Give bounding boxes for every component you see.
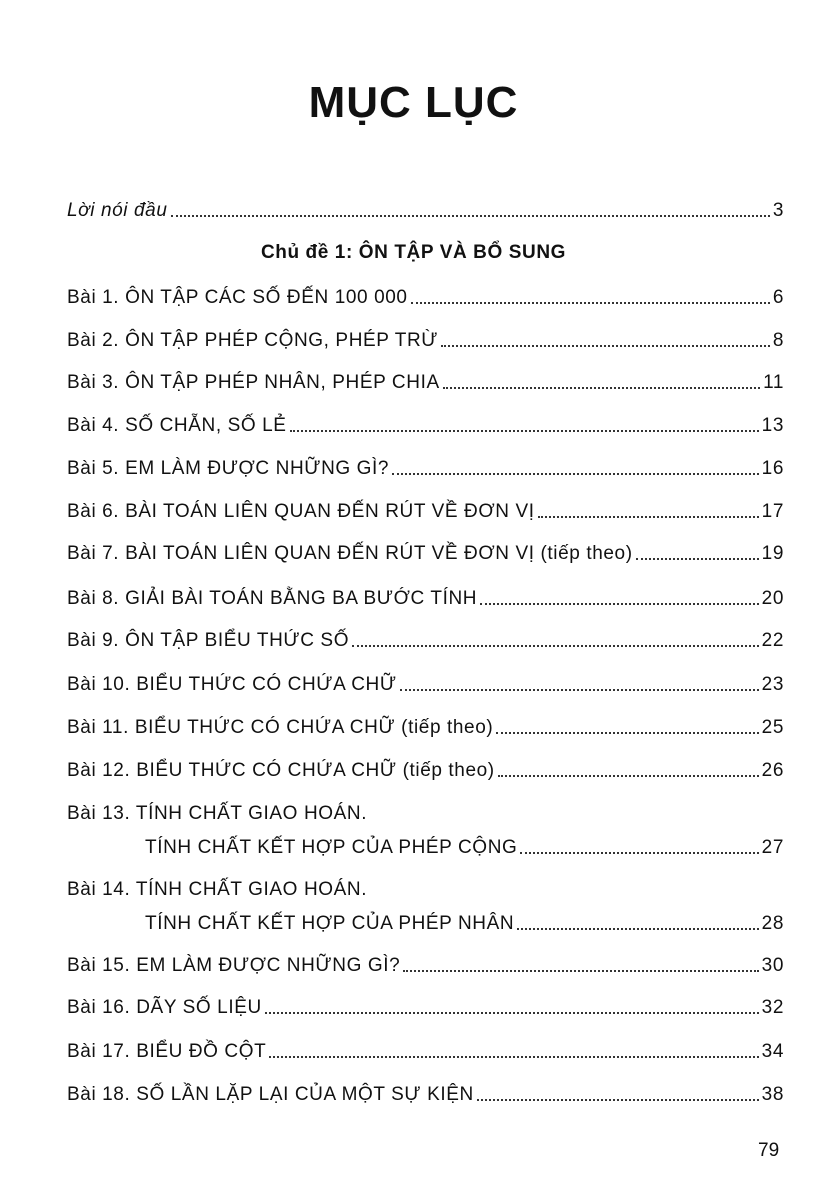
toc-page: 13 <box>761 415 784 436</box>
toc-entry <box>67 1083 784 1107</box>
toc-label: Bài 6. BÀI TOÁN LIÊN QUAN ĐẾN RÚT VỀ ĐƠN VỊ <box>67 501 535 522</box>
dot-leader <box>411 302 770 304</box>
toc-entry <box>67 500 784 524</box>
dot-leader <box>265 1012 759 1014</box>
dot-leader <box>443 387 760 389</box>
toc-page: 3 <box>772 200 784 221</box>
toc-label: Bài 8. GIẢI BÀI TOÁN BẰNG BA BƯỚC TÍNH <box>67 588 478 609</box>
dot-leader <box>480 603 759 605</box>
toc-label: Bài 2. ÔN TẬP PHÉP CỘNG, PHÉP TRỪ <box>67 330 439 351</box>
dot-leader <box>636 558 759 560</box>
toc-entry <box>67 329 784 353</box>
toc-entry <box>67 587 784 611</box>
toc-page: 6 <box>772 287 784 308</box>
toc-page: 19 <box>761 543 784 564</box>
toc-page: 26 <box>761 760 784 781</box>
toc-label: Bài 13. TÍNH CHẤT GIAO HOÁN. <box>67 803 368 824</box>
toc-label: Bài 16. DÃY SỐ LIỆU <box>67 997 262 1018</box>
toc-label: Bài 12. BIỂU THỨC CÓ CHỨA CHỮ (tiếp theo) <box>67 760 495 781</box>
toc-page: 23 <box>761 674 784 695</box>
dot-leader <box>441 345 770 347</box>
toc-entry <box>67 954 784 978</box>
toc-label: Bài 15. EM LÀM ĐƯỢC NHỮNG GÌ? <box>67 955 401 976</box>
toc-page: 16 <box>761 458 784 479</box>
toc-label: Bài 5. EM LÀM ĐƯỢC NHỮNG GÌ? <box>67 458 390 479</box>
toc-label: Bài 17. BIỂU ĐỒ CỘT <box>67 1041 267 1062</box>
toc-page: 32 <box>761 997 784 1018</box>
toc-page: 27 <box>761 837 784 858</box>
toc-entry <box>67 542 784 566</box>
toc-label: Bài 14. TÍNH CHẤT GIAO HOÁN. <box>67 879 368 900</box>
toc-entry <box>67 673 784 697</box>
toc-entry <box>67 996 784 1020</box>
dot-leader <box>517 928 758 930</box>
toc-entry <box>67 759 784 783</box>
toc-label: Bài 11. BIỂU THỨC CÓ CHỨA CHỮ (tiếp theo) <box>67 717 494 738</box>
toc-entry <box>67 371 784 395</box>
toc-page: 38 <box>761 1084 784 1105</box>
dot-leader <box>498 775 759 777</box>
toc-label: Bài 9. ÔN TẬP BIỂU THỨC SỐ <box>67 630 350 651</box>
toc-entry <box>67 716 784 740</box>
dot-leader <box>496 732 758 734</box>
toc-page: 22 <box>761 630 784 651</box>
toc-entry <box>67 457 784 481</box>
toc-entry <box>67 414 784 438</box>
toc-label: Bài 4. SỐ CHẴN, SỐ LẺ <box>67 415 287 436</box>
dot-leader <box>269 1056 758 1058</box>
toc-label-continued: TÍNH CHẤT KẾT HỢP CỦA PHÉP CỘNG <box>145 837 518 858</box>
toc-entry <box>67 286 784 310</box>
toc-page: 8 <box>772 330 784 351</box>
toc-label: Bài 18. SỐ LẦN LẶP LẠI CỦA MỘT SỰ KIỆN <box>67 1084 474 1105</box>
toc-label: Bài 3. ÔN TẬP PHÉP NHÂN, PHÉP CHIA <box>67 372 440 393</box>
toc-entry <box>67 802 784 860</box>
toc-label: Bài 7. BÀI TOÁN LIÊN QUAN ĐẾN RÚT VỀ ĐƠN VỊ (tiếp theo) <box>67 543 633 564</box>
dot-leader <box>352 645 759 647</box>
dot-leader <box>538 516 759 518</box>
dot-leader <box>171 215 770 217</box>
toc-label: Bài 10. BIỂU THỨC CÓ CHỨA CHỮ <box>67 674 397 695</box>
dot-leader <box>290 430 759 432</box>
toc-page: 17 <box>761 501 784 522</box>
toc-page: 20 <box>761 588 784 609</box>
page-title: MỤC LỤC <box>308 78 519 127</box>
toc-entry <box>67 629 784 653</box>
toc-label-continued: TÍNH CHẤT KẾT HỢP CỦA PHÉP NHÂN <box>145 913 515 934</box>
section-heading: Chủ đề 1: ÔN TẬP VÀ BỔ SUNG <box>260 242 567 263</box>
toc-page: 11 <box>763 372 784 393</box>
toc-page: 28 <box>761 913 784 934</box>
toc-label: Bài 1. ÔN TẬP CÁC SỐ ĐẾN 100 000 <box>67 287 408 308</box>
toc-page: 30 <box>761 955 784 976</box>
dot-leader <box>520 852 758 854</box>
dot-leader <box>400 689 759 691</box>
dot-leader <box>403 970 758 972</box>
toc-preface <box>67 199 784 223</box>
toc-label: Lời nói đầu <box>67 200 168 221</box>
dot-leader <box>392 473 759 475</box>
toc-page: 34 <box>761 1041 784 1062</box>
toc-entry <box>67 1040 784 1064</box>
toc-page: 25 <box>761 717 784 738</box>
toc-entry <box>67 878 784 936</box>
dot-leader <box>477 1099 759 1101</box>
page-number: 79 <box>758 1140 780 1161</box>
